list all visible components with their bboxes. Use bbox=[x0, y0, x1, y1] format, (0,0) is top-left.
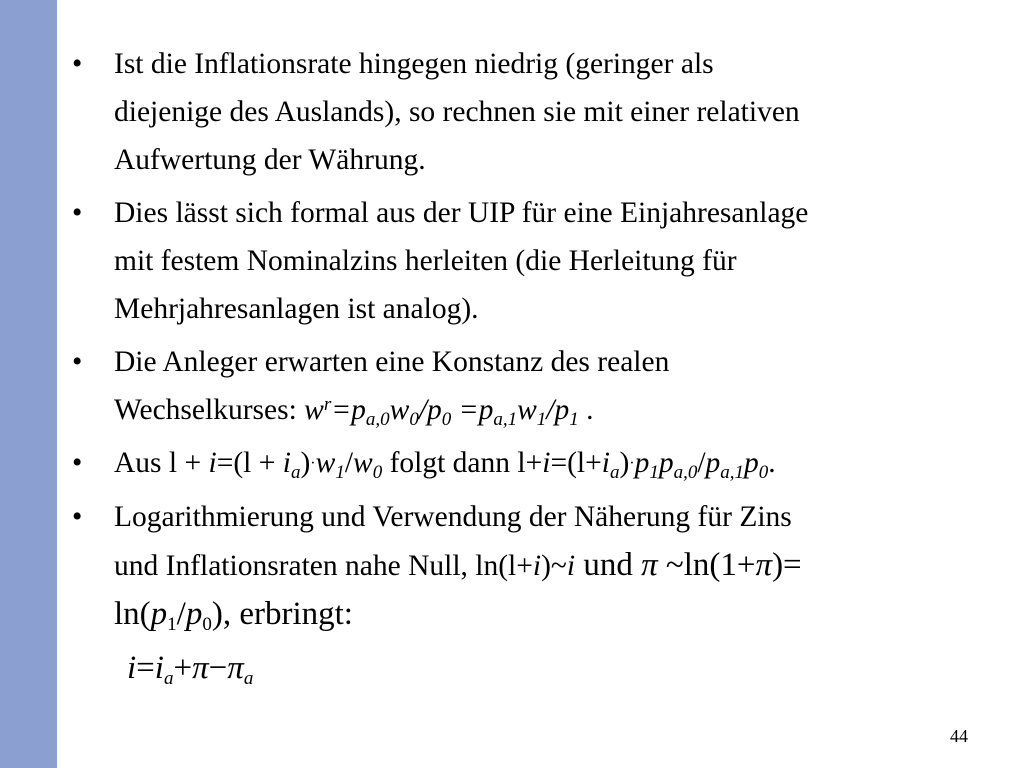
text-und: und bbox=[575, 547, 642, 583]
bullet-text bbox=[114, 189, 992, 333]
text-suffix: , erbringt: bbox=[222, 596, 353, 632]
final-equation bbox=[72, 644, 992, 692]
text-line: Logarithmierung und Verwendung der Näherung für Zins bbox=[114, 501, 792, 533]
text-line: diejenige des Auslands), so rechnen sie mit einer relativen bbox=[114, 96, 800, 128]
left-accent-bar bbox=[0, 0, 57, 768]
text-line: Ist die Inflationsrate hingegen niedrig (geringer als bbox=[114, 48, 714, 80]
formula-real-exchange-rate: $w^r=p_{a,0}w_0/p_0 =p_{a,1}w_1/p_1$ bbox=[304, 394, 579, 430]
bullet-text bbox=[114, 493, 992, 639]
bullet-derivation-step bbox=[72, 439, 992, 488]
text-line: und Inflationsraten nahe Null, bbox=[114, 550, 476, 582]
text-line: Die Anleger erwarten eine Konstanz des realen bbox=[114, 346, 670, 378]
bullet-dot: • bbox=[72, 197, 83, 229]
bullet-logarithm bbox=[72, 493, 992, 639]
bullet-text bbox=[114, 439, 992, 488]
text-prefix: Aus bbox=[114, 447, 169, 479]
text-line: mit festem Nominalzins herleiten (die Herleitung für bbox=[114, 245, 737, 277]
text-line: Dies lässt sich formal aus der UIP für eine Einjahresanlage bbox=[114, 197, 809, 229]
page-number: 44 bbox=[950, 726, 968, 746]
formula-result: $i=i_a+\pi-\pi_a$ bbox=[127, 650, 254, 689]
bullet-real-exchange-rate bbox=[72, 338, 992, 434]
formula-log-approx-inflation: π ~ln(1+π)= bbox=[641, 547, 802, 583]
bullet-dot: • bbox=[72, 447, 83, 479]
bullet-uip-derivation bbox=[72, 189, 992, 333]
slide-content bbox=[72, 40, 992, 692]
bullet-dot: • bbox=[72, 346, 83, 378]
text-line: Aufwertung der Währung. bbox=[114, 144, 426, 176]
formula-log-approx-interest: ln(l+i)~i bbox=[475, 550, 576, 582]
formula-uip-step-2: $l+i=(l+i_a)\cdot p_1p_{a,0}/p_{a,1}p_0$. bbox=[517, 447, 776, 483]
bullet-dot: • bbox=[72, 501, 83, 533]
formula-uip-step-1: $l + i=(l + i_a)\cdot w_1/w_0$ bbox=[168, 447, 383, 483]
formula-log-price-ratio: $\ln(p_1/p_0)$ bbox=[114, 596, 223, 635]
bullet-text: Die Anleger erwarten eine Konstanz des realen Wechselkurses: $w^r=p_{a,0}w_0/p_0 =p_{a,1}w_1/p_1$ . bbox=[114, 346, 670, 430]
text-connector: folgt dann bbox=[382, 447, 518, 479]
bullet-dot: • bbox=[72, 48, 83, 80]
text-line: Mehrjahresanlagen ist analog). bbox=[114, 293, 479, 325]
bullet-text bbox=[114, 40, 992, 184]
bullet-inflation-low bbox=[72, 40, 992, 184]
text-line: Wechselkurses: bbox=[114, 394, 305, 426]
